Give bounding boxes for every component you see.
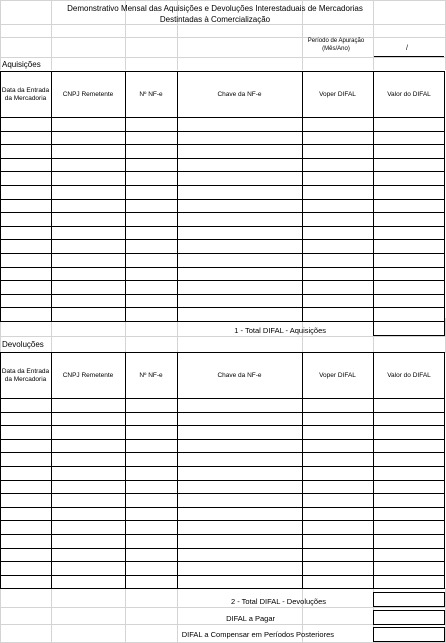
aquisicoes-cell[interactable]	[126, 200, 176, 213]
aquisicoes-cell[interactable]	[1, 240, 50, 253]
aquisicoes-cell[interactable]	[52, 145, 124, 158]
devolucoes-header-cell: Voper DIFAL	[319, 371, 356, 379]
devolucoes-cell[interactable]	[1, 413, 50, 426]
devolucoes-header-cell: Valor do DIFAL	[387, 371, 431, 379]
aquisicoes-cell[interactable]	[1, 132, 50, 145]
devolucoes-col-border	[444, 352, 445, 589]
aquisicoes-cell[interactable]	[178, 186, 301, 199]
devolucoes-cell[interactable]	[126, 521, 176, 534]
aquisicoes-cell[interactable]	[178, 227, 301, 240]
gridline-h	[0, 57, 446, 58]
aquisicoes-cell[interactable]	[126, 186, 176, 199]
aquisicoes-cell[interactable]	[303, 186, 372, 199]
aquisicoes-cell[interactable]	[303, 227, 372, 240]
gridline-h	[0, 37, 446, 38]
devolucoes-cell[interactable]	[374, 467, 444, 480]
aquisicoes-cell[interactable]	[303, 118, 372, 131]
aquisicoes-cell[interactable]	[126, 227, 176, 240]
devolucoes-cell[interactable]	[1, 467, 50, 480]
aquisicoes-cell[interactable]	[52, 186, 124, 199]
devolucoes-cell[interactable]	[1, 440, 50, 453]
devolucoes-cell[interactable]	[126, 467, 176, 480]
aquisicoes-cell[interactable]	[374, 159, 444, 172]
aquisicoes-cell[interactable]	[374, 227, 444, 240]
gridline-v	[51, 588, 52, 643]
devolucoes-cell[interactable]	[52, 399, 124, 412]
aquisicoes-cell[interactable]	[178, 118, 301, 131]
aquisicoes-cell[interactable]	[1, 172, 50, 185]
aquisicoes-cell[interactable]	[52, 281, 124, 294]
aquisicoes-col-border	[444, 71, 445, 322]
aquisicoes-cell[interactable]	[374, 132, 444, 145]
devolucoes-cell[interactable]	[178, 399, 301, 412]
difal-pagar-field[interactable]	[373, 610, 445, 625]
periodo-underline	[374, 56, 444, 57]
devolucoes-cell[interactable]	[126, 562, 176, 575]
devolucoes-cell[interactable]	[1, 576, 50, 589]
gridline-h	[0, 0, 446, 1]
devolucoes-header-cell: CNPJ Remetente	[62, 371, 114, 379]
gridline-v	[125, 318, 126, 352]
devolucoes-cell[interactable]	[303, 535, 372, 548]
aquisicoes-cell[interactable]	[374, 118, 444, 131]
aquisicoes-header-cell: CNPJ Remetente	[62, 90, 114, 98]
gridline-v	[177, 318, 178, 352]
aquisicoes-header-cell: Nº NF-e	[139, 90, 163, 98]
devolucoes-cell[interactable]	[178, 440, 301, 453]
aquisicoes-cell[interactable]	[374, 254, 444, 267]
devolucoes-cell[interactable]	[374, 521, 444, 534]
aquisicoes-cell[interactable]	[303, 145, 372, 158]
devolucoes-cell[interactable]	[374, 453, 444, 466]
aquisicoes-cell[interactable]	[303, 213, 372, 226]
title-line-1: Demonstrativo Mensal das Aquisições e Devoluções Interestaduais de Mercadorias	[67, 4, 363, 13]
aquisicoes-cell[interactable]	[52, 118, 124, 131]
devolucoes-cell[interactable]	[303, 508, 372, 521]
aquisicoes-cell[interactable]	[1, 254, 50, 267]
devolucoes-cell[interactable]	[1, 494, 50, 507]
aquisicoes-cell[interactable]	[126, 118, 176, 131]
devolucoes-cell[interactable]	[1, 508, 50, 521]
devolucoes-cell[interactable]	[303, 494, 372, 507]
aquisicoes-cell[interactable]	[178, 240, 301, 253]
gridline-v	[0, 318, 1, 352]
aquisicoes-cell[interactable]	[52, 295, 124, 308]
difal-compensar-label: DIFAL a Compensar em Períodos Posteriores	[181, 630, 334, 639]
devolucoes-row-border	[0, 588, 445, 589]
aquisicoes-cell[interactable]	[126, 145, 176, 158]
devolucoes-cell[interactable]	[126, 426, 176, 439]
aquisicoes-cell[interactable]	[303, 159, 372, 172]
aquisicoes-cell[interactable]	[178, 200, 301, 213]
aquisicoes-cell[interactable]	[52, 308, 124, 321]
devolucoes-cell[interactable]	[303, 562, 372, 575]
devolucoes-cell[interactable]	[1, 535, 50, 548]
aquisicoes-cell[interactable]	[374, 200, 444, 213]
difal-compensar-field[interactable]	[373, 627, 445, 642]
devolucoes-cell[interactable]	[303, 453, 372, 466]
aquisicoes-cell[interactable]	[374, 268, 444, 281]
devolucoes-cell[interactable]	[374, 535, 444, 548]
devolucoes-cell[interactable]	[1, 453, 50, 466]
aquisicoes-cell[interactable]	[303, 268, 372, 281]
devolucoes-cell[interactable]	[126, 508, 176, 521]
gridline-v	[51, 318, 52, 352]
aquisicoes-cell[interactable]	[126, 159, 176, 172]
devolucoes-cell[interactable]	[374, 549, 444, 562]
aquisicoes-cell[interactable]	[52, 132, 124, 145]
devolucoes-cell[interactable]	[178, 562, 301, 575]
aquisicoes-cell[interactable]	[1, 295, 50, 308]
devolucoes-cell[interactable]	[303, 440, 372, 453]
aquisicoes-cell[interactable]	[178, 145, 301, 158]
devolucoes-cell[interactable]	[303, 413, 372, 426]
periodo-label: Período de Apuração (Mês/Ano)	[307, 38, 365, 52]
aquisicoes-cell[interactable]	[303, 200, 372, 213]
devolucoes-cell[interactable]	[126, 576, 176, 589]
devolucoes-cell[interactable]	[178, 426, 301, 439]
devolucoes-cell[interactable]	[52, 549, 124, 562]
form-title	[40, 3, 390, 25]
devolucoes-cell[interactable]	[178, 508, 301, 521]
aquisicoes-cell[interactable]	[52, 227, 124, 240]
devolucoes-cell[interactable]	[126, 535, 176, 548]
devolucoes-cell[interactable]	[178, 576, 301, 589]
devolucoes-cell[interactable]	[374, 508, 444, 521]
devolucoes-cell[interactable]	[52, 440, 124, 453]
devolucoes-cell[interactable]	[1, 521, 50, 534]
aquisicoes-cell[interactable]	[52, 240, 124, 253]
devolucoes-cell[interactable]	[374, 562, 444, 575]
devolucoes-cell[interactable]	[1, 399, 50, 412]
devolucoes-cell[interactable]	[374, 426, 444, 439]
devolucoes-cell[interactable]	[374, 440, 444, 453]
aquisicoes-cell[interactable]	[1, 281, 50, 294]
aquisicoes-cell[interactable]	[178, 281, 301, 294]
aquisicoes-cell[interactable]	[303, 254, 372, 267]
aquisicoes-cell[interactable]	[1, 145, 50, 158]
aquisicoes-cell[interactable]	[52, 200, 124, 213]
devolucoes-cell[interactable]	[52, 467, 124, 480]
devolucoes-header-cell: Data da Entrada da Mercadoria	[1, 367, 50, 383]
devolucoes-cell[interactable]	[52, 508, 124, 521]
gridline-v	[0, 588, 1, 643]
devolucoes-cell[interactable]	[374, 413, 444, 426]
aquisicoes-header-cell: Valor do DIFAL	[387, 90, 431, 98]
devolucoes-header-cell: Chave da NF-e	[217, 371, 262, 379]
devolucoes-cell[interactable]	[303, 481, 372, 494]
difal-pagar-label: DIFAL a Pagar	[226, 614, 275, 623]
aquisicoes-cell[interactable]	[303, 132, 372, 145]
aquisicoes-cell[interactable]	[126, 172, 176, 185]
aquisicoes-cell[interactable]	[303, 281, 372, 294]
total-devolucoes-field[interactable]	[373, 592, 445, 607]
devolucoes-cell[interactable]	[126, 481, 176, 494]
aquisicoes-cell[interactable]	[374, 186, 444, 199]
aquisicoes-cell[interactable]	[374, 213, 444, 226]
devolucoes-cell[interactable]	[303, 576, 372, 589]
devolucoes-cell[interactable]	[126, 399, 176, 412]
devolucoes-cell[interactable]	[52, 413, 124, 426]
aquisicoes-cell[interactable]	[52, 172, 124, 185]
aquisicoes-cell[interactable]	[303, 308, 372, 321]
aquisicoes-cell[interactable]	[1, 268, 50, 281]
aquisicoes-cell[interactable]	[1, 186, 50, 199]
devolucoes-cell[interactable]	[374, 576, 444, 589]
devolucoes-cell[interactable]	[178, 535, 301, 548]
devolucoes-cell[interactable]	[1, 426, 50, 439]
devolucoes-cell[interactable]	[1, 481, 50, 494]
devolucoes-cell[interactable]	[178, 453, 301, 466]
aquisicoes-cell[interactable]	[303, 172, 372, 185]
aquisicoes-cell[interactable]	[1, 118, 50, 131]
aquisicoes-cell[interactable]	[1, 308, 50, 321]
devolucoes-cell[interactable]	[126, 549, 176, 562]
aquisicoes-cell[interactable]	[126, 308, 176, 321]
aquisicoes-cell[interactable]	[178, 308, 301, 321]
aquisicoes-cell[interactable]	[178, 213, 301, 226]
devolucoes-cell[interactable]	[303, 467, 372, 480]
devolucoes-cell[interactable]	[52, 535, 124, 548]
devolucoes-cell[interactable]	[52, 494, 124, 507]
aquisicoes-cell[interactable]	[126, 240, 176, 253]
aquisicoes-cell[interactable]	[374, 172, 444, 185]
aquisicoes-cell[interactable]	[374, 308, 444, 321]
devolucoes-cell[interactable]	[178, 494, 301, 507]
aquisicoes-cell[interactable]	[1, 213, 50, 226]
devolucoes-cell[interactable]	[178, 521, 301, 534]
aquisicoes-cell[interactable]	[126, 281, 176, 294]
devolucoes-cell[interactable]	[374, 481, 444, 494]
devolucoes-cell[interactable]	[52, 521, 124, 534]
aquisicoes-cell[interactable]	[374, 145, 444, 158]
total-aquisicoes-label: 1 - Total DIFAL - Aquisições	[234, 326, 326, 335]
devolucoes-cell[interactable]	[1, 549, 50, 562]
aquisicoes-cell[interactable]	[1, 159, 50, 172]
devolucoes-cell[interactable]	[303, 521, 372, 534]
aquisicoes-cell[interactable]	[126, 132, 176, 145]
total-aquisicoes-field[interactable]	[373, 321, 445, 336]
aquisicoes-cell[interactable]	[178, 159, 301, 172]
devolucoes-cell[interactable]	[303, 549, 372, 562]
devolucoes-cell[interactable]	[178, 481, 301, 494]
devolucoes-cell[interactable]	[178, 467, 301, 480]
gridline-h	[0, 607, 446, 608]
devolucoes-cell[interactable]	[52, 576, 124, 589]
aquisicoes-cell[interactable]	[126, 213, 176, 226]
aquisicoes-cell[interactable]	[52, 159, 124, 172]
aquisicoes-cell[interactable]	[126, 295, 176, 308]
devolucoes-cell[interactable]	[52, 481, 124, 494]
devolucoes-cell[interactable]	[52, 426, 124, 439]
gridline-h	[0, 336, 446, 337]
aquisicoes-cell[interactable]	[52, 213, 124, 226]
aquisicoes-cell[interactable]	[52, 268, 124, 281]
aquisicoes-cell[interactable]	[178, 172, 301, 185]
periodo-value[interactable]: /	[406, 45, 408, 52]
gridline-v	[0, 0, 1, 70]
aquisicoes-cell[interactable]	[303, 295, 372, 308]
aquisicoes-cell[interactable]	[126, 268, 176, 281]
aquisicoes-cell[interactable]	[374, 281, 444, 294]
devolucoes-cell[interactable]	[303, 399, 372, 412]
aquisicoes-cell[interactable]	[303, 240, 372, 253]
aquisicoes-cell[interactable]	[374, 240, 444, 253]
devolucoes-cell[interactable]	[52, 562, 124, 575]
aquisicoes-header-cell: Voper DIFAL	[319, 90, 356, 98]
section-label-devolucoes: Devoluções	[2, 340, 44, 349]
aquisicoes-header-cell: Chave da NF-e	[217, 90, 262, 98]
devolucoes-cell[interactable]	[126, 494, 176, 507]
devolucoes-cell[interactable]	[126, 453, 176, 466]
aquisicoes-cell[interactable]	[178, 254, 301, 267]
aquisicoes-cell[interactable]	[178, 268, 301, 281]
total-devolucoes-label: 2 - Total DIFAL - Devoluções	[230, 597, 326, 606]
devolucoes-cell[interactable]	[52, 453, 124, 466]
aquisicoes-cell[interactable]	[1, 227, 50, 240]
devolucoes-cell[interactable]	[178, 413, 301, 426]
devolucoes-cell[interactable]	[374, 399, 444, 412]
devolucoes-cell[interactable]	[126, 413, 176, 426]
aquisicoes-cell[interactable]	[374, 295, 444, 308]
aquisicoes-header-cell: Data da Entrada da Mercadoria	[1, 86, 50, 102]
devolucoes-cell[interactable]	[178, 549, 301, 562]
devolucoes-cell[interactable]	[126, 440, 176, 453]
devolucoes-cell[interactable]	[303, 426, 372, 439]
aquisicoes-cell[interactable]	[1, 200, 50, 213]
section-label-aquisicoes: Aquisições	[2, 60, 41, 69]
aquisicoes-cell[interactable]	[52, 254, 124, 267]
devolucoes-cell[interactable]	[1, 562, 50, 575]
aquisicoes-cell[interactable]	[126, 254, 176, 267]
devolucoes-header-cell: Nº NF-e	[139, 371, 163, 379]
title-line-2: Destintadas à Comercialização	[159, 15, 271, 24]
aquisicoes-cell[interactable]	[178, 132, 301, 145]
aquisicoes-cell[interactable]	[178, 295, 301, 308]
devolucoes-cell[interactable]	[374, 494, 444, 507]
